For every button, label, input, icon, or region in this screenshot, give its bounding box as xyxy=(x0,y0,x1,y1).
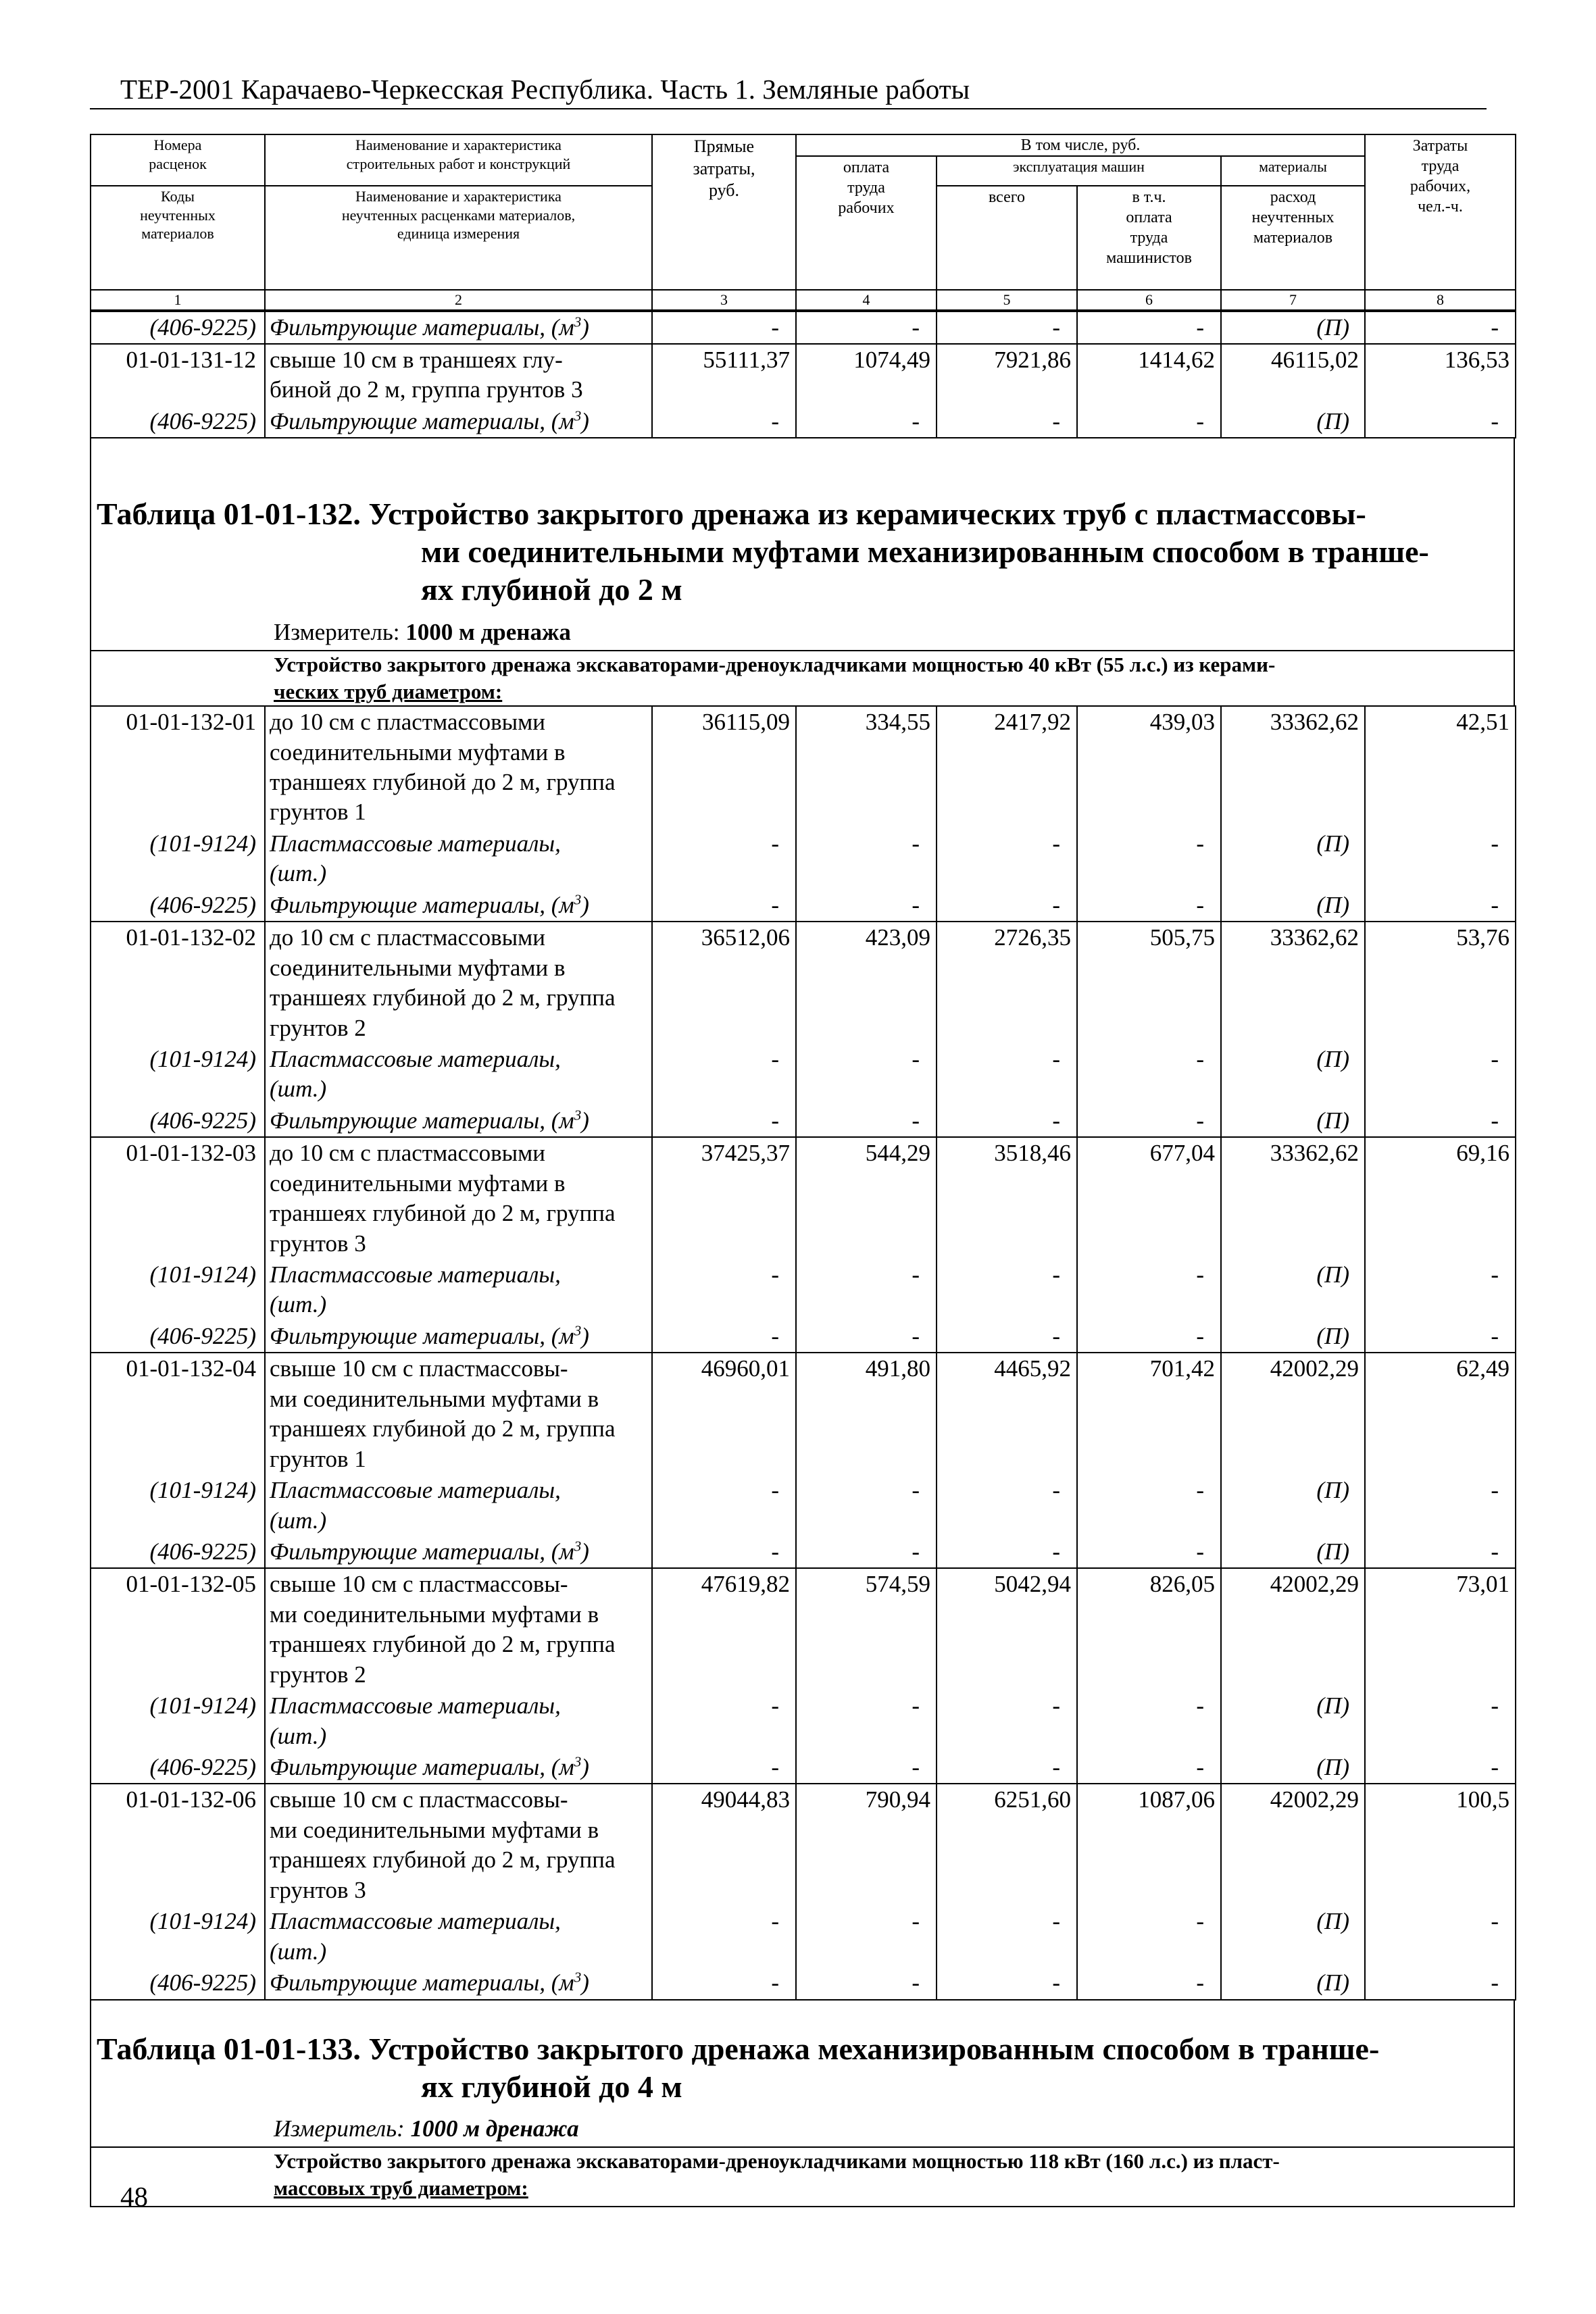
rate-name: свыше 10 см в траншеях глу- биной до 2 м, группа грунтов 3 xyxy=(265,344,652,406)
table-131-rows xyxy=(90,311,1516,439)
material-name: Пластмассовые материалы, (шт.) xyxy=(265,1690,652,1752)
header-including: В том числе, руб. xyxy=(796,134,1365,156)
rate-name: до 10 см с пластмассовыми соединительными муфтами в траншеях глубиной до 2 м, группа грунтов 1 xyxy=(265,706,652,828)
rate-value: 544,29 xyxy=(796,1137,937,1259)
p-mark: (П) xyxy=(1221,890,1365,922)
header-material-name: Наименование и характеристика неучтенных расценками материалов, единица измерения xyxy=(265,186,652,290)
material-row: (101-9124) Пластмассовые материалы, (шт.) - - - - (П) - xyxy=(91,828,1516,890)
table-row xyxy=(91,706,1516,828)
table-row: 01-01-131-12 свыше 10 см в траншеях глу- биной до 2 м, группа грунтов 3 55111,37 1074,49 7921,86 1414,62 46115,02 136,53 xyxy=(91,344,1516,406)
rate-value: 826,05 xyxy=(1077,1568,1221,1690)
table-132-rows xyxy=(90,705,1516,2000)
material-code: (406-9225) xyxy=(91,1967,265,1999)
rate-value: 701,42 xyxy=(1077,1353,1221,1475)
rate-value: 5042,94 xyxy=(937,1568,1077,1690)
material-name: Пластмассовые материалы, (шт.) xyxy=(265,1475,652,1536)
material-name: Фильтрующие материалы, $(м^3)$ xyxy=(265,1105,652,1137)
material-code: (406-9225) xyxy=(91,406,265,438)
header-consumption: расход неучтенных материалов xyxy=(1221,186,1365,290)
material-row: (101-9124) Пластмассовые материалы, (шт.) - - - - (П) - xyxy=(91,1259,1516,1321)
rate-value: 36512,06 xyxy=(652,922,796,1044)
rate-name: до 10 см с пластмассовыми соединительными муфтами в траншеях глубиной до 2 м, группа грунтов 2 xyxy=(265,922,652,1044)
material-name: Фильтрующие материалы, $(м^3)$ xyxy=(265,890,652,922)
rate-code: 01-01-132-01 xyxy=(91,706,265,828)
material-row: (101-9124) Пластмассовые материалы, (шт.) - - - - (П) - xyxy=(91,1044,1516,1105)
material-name: Фильтрующие материалы, $(м^3)$ xyxy=(265,1321,652,1353)
rate-value: 505,75 xyxy=(1077,922,1221,1044)
table-132-measure: Измеритель: 1000 м дренажа xyxy=(274,618,571,645)
material-name: Фильтрующие материалы, $(м^3)$ xyxy=(265,1967,652,1999)
col-number: 3 xyxy=(652,290,796,310)
header-codes: Коды неучтенных материалов xyxy=(91,186,265,290)
title-rule xyxy=(90,108,1487,109)
col-number: 1 xyxy=(91,290,265,310)
rate-value: 4465,92 xyxy=(937,1353,1077,1475)
header-work-name: Наименование и характеристика строительных работ и конструкций xyxy=(265,134,652,186)
rate-value: 47619,82 xyxy=(652,1568,796,1690)
header-total: всего xyxy=(937,186,1077,290)
header-machinists: в т.ч. оплата труда машинистов xyxy=(1077,186,1221,290)
material-row: (406-9225) Фильтрующие материалы, $(м^3)$ - - - - (П) - xyxy=(91,406,1516,438)
table-133-section xyxy=(90,2001,1515,2208)
rate-value: 53,76 xyxy=(1365,922,1516,1044)
rate-value: 2417,92 xyxy=(937,706,1077,828)
table-row xyxy=(91,1353,1516,1475)
rate-code: 01-01-132-06 xyxy=(91,1784,265,1906)
material-name: Пластмассовые материалы, (шт.) xyxy=(265,1259,652,1321)
rate-value: 790,94 xyxy=(796,1784,937,1906)
rate-code: 01-01-132-02 xyxy=(91,922,265,1044)
rate-value: 33362,62 xyxy=(1221,706,1365,828)
rate-value: 100,5 xyxy=(1365,1784,1516,1906)
page-number: 48 xyxy=(120,2181,148,2212)
material-row: (101-9124) Пластмассовые материалы, (шт.) - - - - (П) - xyxy=(91,1906,1516,1967)
p-mark: (П) xyxy=(1221,406,1365,438)
material-row: (406-9225) Фильтрующие материалы, $(м^3)$ - - - - (П) - xyxy=(91,311,1516,344)
col-number: 2 xyxy=(265,290,652,310)
material-row: (406-9225) Фильтрующие материалы, $(м^3)$ - - - - (П) - xyxy=(91,1536,1516,1568)
material-name: Фильтрующие материалы, $(м^3)$ xyxy=(265,1536,652,1568)
p-mark: (П) xyxy=(1221,1321,1365,1353)
p-mark: (П) xyxy=(1221,828,1365,890)
p-mark: (П) xyxy=(1221,1044,1365,1105)
material-code: (101-9124) xyxy=(91,1259,265,1321)
material-code: (101-9124) xyxy=(91,1475,265,1536)
header-labor-cost: Затраты труда рабочих, чел.-ч. xyxy=(1365,134,1516,290)
table-132-section xyxy=(90,438,1515,705)
rate-code: 01-01-132-04 xyxy=(91,1353,265,1475)
rate-value: 46960,01 xyxy=(652,1353,796,1475)
table-133-group: Устройство закрытого дренажа экскаваторами-дреноукладчиками мощностью 118 кВт (160 л.с.) из пласт- массовых труб диаметром: xyxy=(274,2148,1280,2200)
table-header xyxy=(90,134,1516,311)
rate-value: 491,80 xyxy=(796,1353,937,1475)
rate-value: 42002,29 xyxy=(1221,1568,1365,1690)
material-code: (101-9124) xyxy=(91,1044,265,1105)
rate-name: свыше 10 см с пластмассовы- ми соединительными муфтами в траншеях глубиной до 2 м, группа грунтов 1 xyxy=(265,1353,652,1475)
rate-name: свыше 10 см с пластмассовы- ми соединительными муфтами в траншеях глубиной до 2 м, группа грунтов 3 xyxy=(265,1784,652,1906)
price-table xyxy=(90,134,1515,2207)
material-name: Фильтрующие материалы, $(м^3)$ xyxy=(265,311,652,344)
p-mark: (П) xyxy=(1221,1105,1365,1137)
material-code: (406-9225) xyxy=(91,890,265,922)
table-row xyxy=(91,1784,1516,1906)
p-mark: (П) xyxy=(1221,1536,1365,1568)
material-row: (101-9124) Пластмассовые материалы, (шт.) - - - - (П) - xyxy=(91,1690,1516,1752)
col-number: 8 xyxy=(1365,290,1516,310)
rate-value: 33362,62 xyxy=(1221,922,1365,1044)
rate-value: 49044,83 xyxy=(652,1784,796,1906)
material-code: (406-9225) xyxy=(91,1536,265,1568)
p-mark: (П) xyxy=(1221,1967,1365,1999)
rate-value: 3518,46 xyxy=(937,1137,1077,1259)
rate-value: 69,16 xyxy=(1365,1137,1516,1259)
header-direct-costs: Прямые затраты, руб. xyxy=(652,134,796,290)
p-mark: (П) xyxy=(1221,1690,1365,1752)
table-133-title: Таблица 01-01-133. Устройство закрытого дренажа механизированным способом в транше- ях глубиной до 4 м xyxy=(97,2031,1380,2104)
rate-value: 37425,37 xyxy=(652,1137,796,1259)
rate-value: 439,03 xyxy=(1077,706,1221,828)
material-name: Пластмассовые материалы, (шт.) xyxy=(265,1906,652,1967)
col-number: 6 xyxy=(1077,290,1221,310)
rate-name: свыше 10 см с пластмассовы- ми соединительными муфтами в траншеях глубиной до 2 м, группа грунтов 2 xyxy=(265,1568,652,1690)
header-machine-ops: эксплуатация машин xyxy=(937,156,1221,186)
table-row xyxy=(91,1568,1516,1690)
table-row xyxy=(91,1137,1516,1259)
rate-value: 62,49 xyxy=(1365,1353,1516,1475)
header-materials: материалы xyxy=(1221,156,1365,186)
material-row: (406-9225) Фильтрующие материалы, $(м^3)$ - - - - (П) - xyxy=(91,1752,1516,1784)
running-title: ТЕР-2001 Карачаево-Черкесская Республика. Часть 1. Земляные работы xyxy=(120,74,970,105)
material-name: Фильтрующие материалы, $(м^3)$ xyxy=(265,1752,652,1784)
rate-value: 42,51 xyxy=(1365,706,1516,828)
material-row: (406-9225) Фильтрующие материалы, $(м^3)$ - - - - (П) - xyxy=(91,1967,1516,1999)
col-number: 4 xyxy=(796,290,937,310)
p-mark: (П) xyxy=(1221,1475,1365,1536)
material-code: (406-9225) xyxy=(91,1105,265,1137)
material-code: (101-9124) xyxy=(91,828,265,890)
table-132-group: Устройство закрытого дренажа экскаваторами-дреноукладчиками мощностью 40 кВт (55 л.с.) из керами- ческих труб диаметром: xyxy=(274,652,1276,703)
rate-code: 01-01-132-05 xyxy=(91,1568,265,1690)
p-mark: (П) xyxy=(1221,311,1365,344)
material-code: (101-9124) xyxy=(91,1906,265,1967)
material-row: (406-9225) Фильтрующие материалы, $(м^3)$ - - - - (П) - xyxy=(91,1105,1516,1137)
rate-value: 2726,35 xyxy=(937,922,1077,1044)
header-rate-numbers: Номера расценок xyxy=(91,134,265,186)
col-number: 7 xyxy=(1221,290,1365,310)
rate-value: 42002,29 xyxy=(1221,1353,1365,1475)
material-row: (406-9225) Фильтрующие материалы, $(м^3)$ - - - - (П) - xyxy=(91,1321,1516,1353)
table-132-title: Таблица 01-01-132. Устройство закрытого дренажа из керамических труб с пластмассовы- ми соединительными муфтами механизированным способом в транше- ях глубиной до 2 м xyxy=(97,497,1429,607)
material-row: (406-9225) Фильтрующие материалы, $(м^3)$ - - - - (П) - xyxy=(91,890,1516,922)
table-row xyxy=(91,922,1516,1044)
rate-value: 36115,09 xyxy=(652,706,796,828)
material-code: (406-9225) xyxy=(91,1752,265,1784)
rate-value: 677,04 xyxy=(1077,1137,1221,1259)
table-133-measure: Измеритель: 1000 м дренажа xyxy=(274,2115,579,2142)
rate-name: до 10 см с пластмассовыми соединительными муфтами в траншеях глубиной до 2 м, группа грунтов 3 xyxy=(265,1137,652,1259)
rate-value: 1087,06 xyxy=(1077,1784,1221,1906)
material-name: Пластмассовые материалы, (шт.) xyxy=(265,828,652,890)
rate-value: 6251,60 xyxy=(937,1784,1077,1906)
material-code: (101-9124) xyxy=(91,1690,265,1752)
p-mark: (П) xyxy=(1221,1906,1365,1967)
p-mark: (П) xyxy=(1221,1259,1365,1321)
p-mark: (П) xyxy=(1221,1752,1365,1784)
material-code: (406-9225) xyxy=(91,311,265,344)
rate-code: 01-01-131-12 xyxy=(91,344,265,406)
rate-value: 33362,62 xyxy=(1221,1137,1365,1259)
rate-code: 01-01-132-03 xyxy=(91,1137,265,1259)
rate-value: 334,55 xyxy=(796,706,937,828)
material-name: Фильтрующие материалы, $(м^3)$ xyxy=(265,406,652,438)
rate-value: 73,01 xyxy=(1365,1568,1516,1690)
header-labor-pay: оплата труда рабочих xyxy=(796,156,937,290)
col-number: 5 xyxy=(937,290,1077,310)
rate-value: 574,59 xyxy=(796,1568,937,1690)
material-name: Пластмассовые материалы, (шт.) xyxy=(265,1044,652,1105)
rate-value: 423,09 xyxy=(796,922,937,1044)
material-row: (101-9124) Пластмассовые материалы, (шт.) - - - - (П) - xyxy=(91,1475,1516,1536)
rate-value: 42002,29 xyxy=(1221,1784,1365,1906)
material-code: (406-9225) xyxy=(91,1321,265,1353)
